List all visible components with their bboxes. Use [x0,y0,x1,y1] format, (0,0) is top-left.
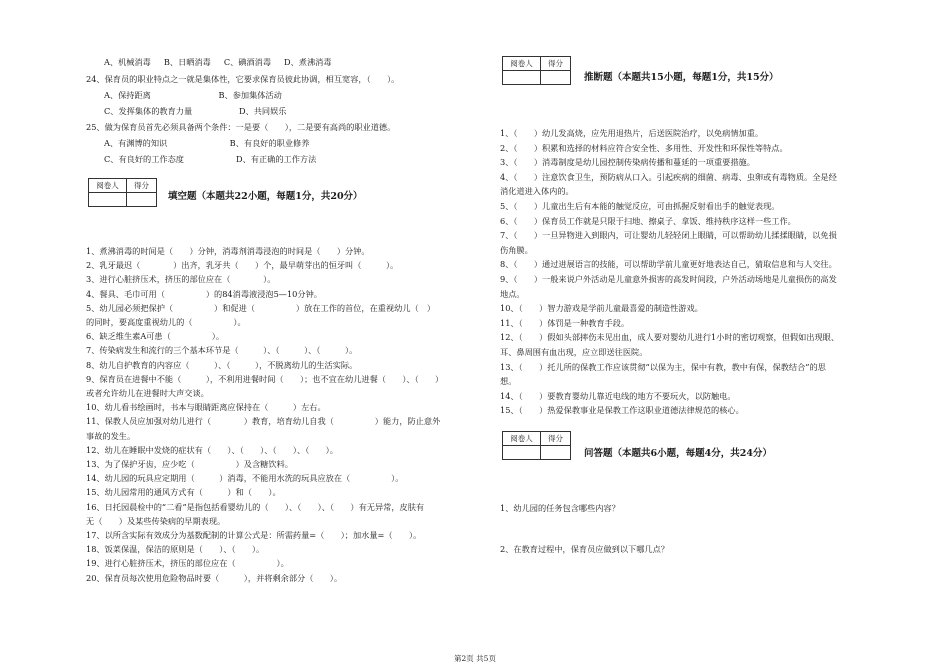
grader-cell [89,193,127,206]
judge-line: 伤角膜。 [500,244,533,255]
fill-in-line: 19、进行心脏挤压术，挤压的部位应在（ ）。 [86,558,289,569]
judge-line: 8、（ ）通过进展语言的技能，可以帮助学前儿童更好地表达自己，猜取信息和与人交往。 [500,259,837,270]
grader-label: 阅卷人 [89,179,127,192]
section-title-qa: 问答题（本题共6小题，每题4分，共24分） [584,448,772,459]
fill-in-line: 11、保教人员应加强对幼儿进行（ ）教育，培育幼儿自我（ ）能力，防止意外 [86,416,441,427]
question-24: 24、保育员的职业特点之一就是集体性，它要求保育员彼此协调，相互宽容，（ ）。 [86,74,400,84]
question-23-options: A、机械消毒 B、日晒消毒 C、碘酒消毒 D、煮沸消毒 [104,57,332,67]
judge-line: 耳、鼻周围有血出现，应立即送往医院。 [500,347,648,357]
fill-in-line: 3、进行心脏挤压术，挤压的部位应在（ ）。 [86,274,276,285]
fill-in-line: 1、煮沸消毒的时间是（ ）分钟，消毒剂消毒浸泡的时间是（ ）分钟。 [86,246,370,256]
page-number-footer: 第2页 共5页 [454,654,496,663]
judge-line: 4、（ ）注意饮食卫生，预防病从口入。引起疾病的细菌、病毒、虫卵或有毒物质。全是经 [500,171,837,182]
section-title-judge: 推断题（本题共15小题，每题1分，共15分） [584,72,779,83]
grader-label: 阅卷人 [503,57,541,70]
judge-line: 2、（ ）积累和选择的材料应符合安全性、多用性、开发性和环保性等特点。 [500,142,788,153]
fill-in-line: 20、保育员每次使用危险物品时要（ ），并将剩余部分（ ）。 [86,572,343,583]
judge-line: 3、（ ）消毒制度是幼儿园控制传染病传播和蔓延的一项重要措施。 [500,157,755,168]
score-cell [541,71,570,84]
qa-question-2: 2、在教育过程中，保育员应做到以下哪几点？ [500,544,669,554]
judge-line: 10、（ ）智力游戏是学前儿童最喜爱的制造性游戏。 [500,303,703,314]
fill-in-line: 17、以所含实际有效成分为基数配制的计算公式是：所需药量=（ ）；加水量=（ ）。 [86,530,422,540]
fill-in-line: 12、幼儿在睡眠中发烧的症状有（ ）、（ ）、（ ）、（ ）。 [86,444,338,455]
grader-cell [503,446,541,459]
fill-in-line: 事故的发生。 [86,430,136,441]
score-label: 得分 [548,434,563,443]
judge-line: 13、（ ）托儿所的保教工作应该贯彻“以保为主，保中有教，教中有保，保教结合”的思 [500,361,826,372]
fill-in-line: 13、为了保护牙齿，应少吃（ ）及含糖饮料。 [86,459,293,469]
judge-line: 5、（ ）儿童出生后有本能的触觉反应，可由抓握反射看出手的触觉表现。 [500,201,780,211]
fill-in-line: 10、幼儿看书绘画时，书本与眼睛距离应保持在（ ）左右。 [86,402,326,413]
question-25: 25、做为保育员首先必须具备两个条件：一是要（ ），二是要有高尚的职业道德。 [86,122,396,132]
judge-line: 想。 [500,376,517,387]
question-25-options-ab: A、有渊博的知识 B、有良好的职业修养 [104,138,310,148]
fill-in-line: 18、饭菜保温，保洁的原则是（ ）、（ ）。 [86,544,265,555]
score-box-judge [502,56,571,85]
fill-in-line: 5、幼儿园必须把保护（ ）和促进（ ）放在工作的首位，在重视幼儿（ ） [86,302,436,313]
score-label: 得分 [548,59,563,68]
fill-in-line: 9、保育员在进餐中不能（ ），不利用进餐时间（ ）；也不宜在幼儿进餐（ ）、（ ） [86,373,444,384]
grader-label: 阅卷人 [503,432,541,445]
question-25-options-cd: C、有良好的工作态度 D、有正确的工作方法 [104,154,317,164]
grader-cell [503,71,541,84]
score-cell [127,193,156,206]
score-box-qa [502,431,571,460]
fill-in-line: 或者允许幼儿在进餐时大声交谈。 [86,388,209,398]
judge-line: 1、（ ）幼儿发高烧，应先用退热片，后送医院治疗，以免病情加重。 [500,128,764,138]
fill-in-line: 4、餐具、毛巾可用（ ）的84消毒液浸泡5—10分钟。 [86,288,322,299]
fill-in-line: 16、日托园晨检中的“二看”是指包括看婴幼儿的（ ）、（ ）、（ ）有无异常，皮肤有 [86,501,425,512]
fill-in-line: 的同时，要高度重视幼儿的（ ）。 [86,317,246,327]
judge-line: 7、（ ）一旦异物进入到眼内，可让婴幼儿轻轻闭上眼睛，可以帮助幼儿揉揉眼睛，以免损 [500,230,837,241]
fill-in-line: 15、幼儿园常用的通风方式有（ ）和（ ）。 [86,487,281,498]
score-cell [541,446,570,459]
score-label: 得分 [134,181,149,190]
section-title-fill-in: 填空题（本题共22小题，每题1分，共20分） [168,191,363,202]
question-24-options-ab: A、保持距离 B、参加集体活动 [104,90,282,100]
score-box-fill-in [88,178,157,207]
judge-line: 6、（ ）保育员工作就是只限于扫地、擦桌子、拿饭、维持秩序这样一些工作。 [500,215,796,226]
fill-in-line: 2、乳牙最迟（ ）出齐，乳牙共（ ）个，最早萌芽出的恒牙叫（ ）。 [86,260,399,271]
judge-line: 地点。 [500,288,525,299]
judge-line: 15、（ ）热爱保教事业是保教工作这职业道德法律规范的核心。 [500,405,744,416]
fill-in-line: 7、传染病发生和流行的三个基本环节是（ ）、（ ）、（ ）。 [86,345,358,356]
judge-line: 11、（ ）体罚是一种教育手段。 [500,317,630,328]
fill-in-line: 8、幼儿自护教育的内容应（ ）、（ ），不脱离幼儿的生活实际。 [86,359,358,370]
judge-line: 9、（ ）一般来说户外活动是儿童意外损害的高发时间段，户外活动场地是儿童损伤的高发 [500,274,837,284]
judge-line: 消化道进入体内的。 [500,186,574,197]
judge-line: 12、（ ）假如头部摔伤未见出血，成人要对婴幼儿进行1小时的密切观察，但假如出现眼、 [500,332,840,343]
judge-line: 14、（ ）要教育婴幼儿靠近电线的地方不要玩火，以防触电。 [500,390,736,401]
fill-in-line: 6、缺乏维生素A可患（ ）。 [86,331,225,342]
question-24-options-cd: C、发挥集体的教育力量 D、共同娱乐 [104,106,287,116]
qa-question-1: 1、幼儿园的任务包含哪些内容？ [500,503,620,513]
fill-in-line: 14、幼儿园的玩具应定期用（ ）消毒，不能用水洗的玩具应放在（ ）。 [86,473,404,484]
fill-in-line: 无（ ）及某些传染病的早期表现。 [86,515,226,526]
